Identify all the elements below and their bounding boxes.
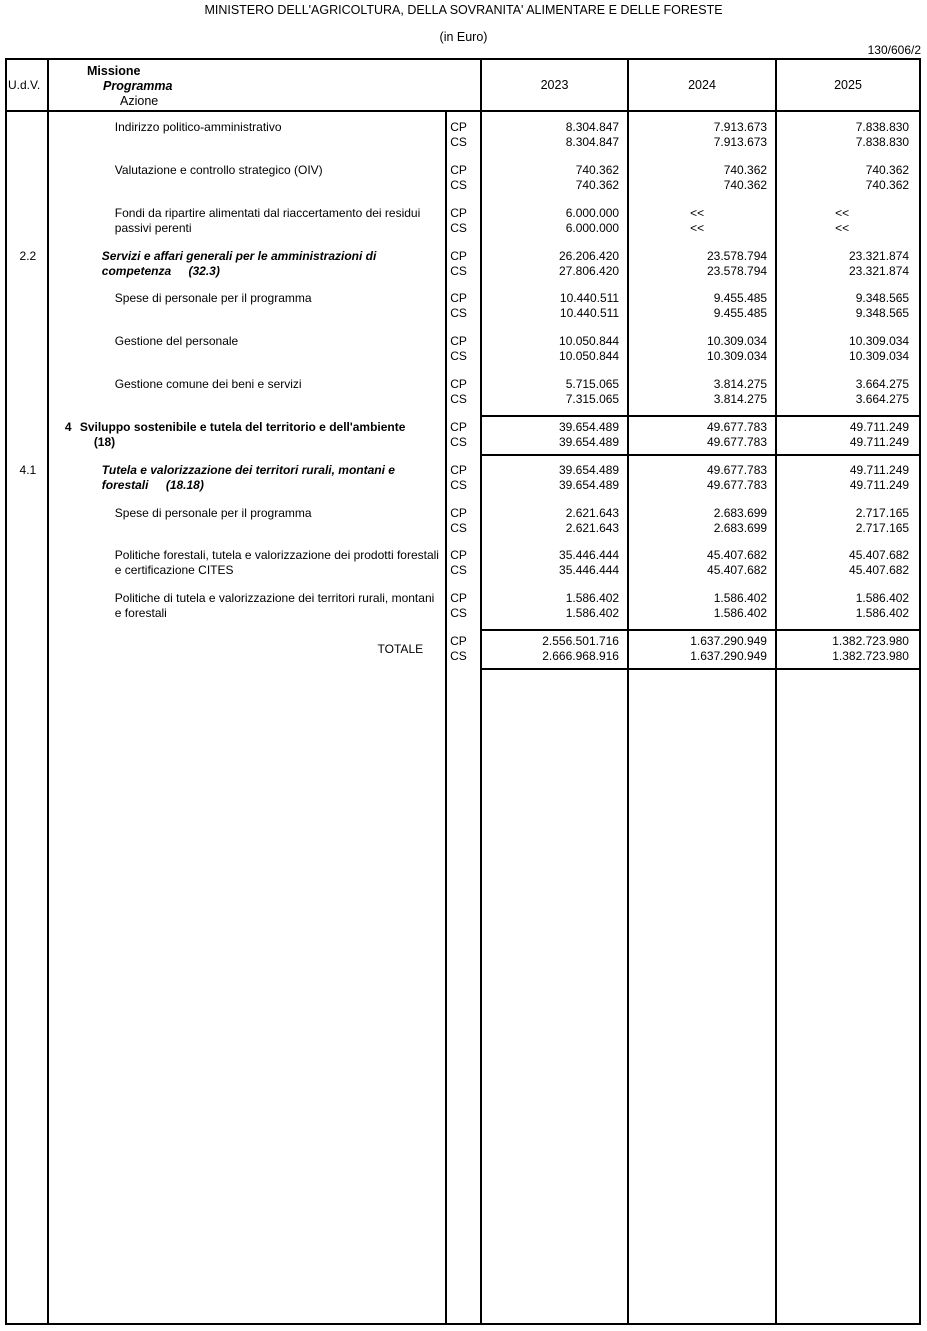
cs-value: 35.446.444 — [559, 563, 620, 578]
cs-value: 49.711.249 — [849, 477, 910, 492]
values-group — [480, 206, 919, 236]
value-cell-2025 — [775, 120, 917, 150]
values-group — [480, 506, 919, 536]
value-cell-2023 — [480, 120, 627, 150]
row-label: Valutazione e controllo strategico (OIV) — [114, 162, 323, 177]
cp-value: 45.407.682 — [849, 548, 910, 563]
value-cell-2024 — [627, 591, 775, 621]
cp-value: 1.586.402 — [855, 591, 910, 606]
cs-value: 9.348.565 — [855, 306, 910, 321]
values-group — [480, 377, 919, 407]
header-year-2024: 2024 — [629, 60, 777, 110]
cp-value: 2.683.699 — [713, 505, 768, 520]
reference-number: 130/606/2 — [867, 43, 921, 57]
description-cell — [49, 206, 443, 236]
description-cell — [49, 120, 443, 135]
cp-value: 740.362 — [575, 162, 620, 177]
missione-number: 4 — [64, 419, 72, 434]
value-cell-2025 — [775, 634, 917, 664]
values-group — [480, 415, 919, 456]
cp-value: << — [835, 205, 850, 220]
values-group — [480, 120, 919, 150]
cp-value: 49.711.249 — [849, 462, 910, 477]
row-label: Politiche forestali, tutela e valorizzazione dei prodotti forestali e certificazione CITES — [114, 548, 439, 578]
cs-value: 45.407.682 — [707, 563, 768, 578]
header-udv: U.d.V. — [7, 60, 49, 110]
header-description — [49, 60, 482, 110]
value-cell-2025 — [775, 291, 917, 321]
cs-label: CS — [450, 649, 467, 664]
cp-label: CP — [450, 419, 467, 434]
value-cell-2023 — [480, 377, 627, 407]
cpcs-cell — [443, 634, 480, 664]
header-azione: Azione — [120, 94, 159, 108]
cp-label: CP — [450, 505, 467, 520]
row-label: Fondi da ripartire alimentati dal riaccertamento dei residui passivi perenti — [114, 205, 421, 235]
row-label: Servizi e affari generali per le amministrazioni di competenza — [101, 248, 377, 278]
cp-label: CP — [450, 291, 467, 306]
cp-value: 740.362 — [723, 162, 768, 177]
value-cell-2025 — [775, 334, 917, 364]
cs-value: 3.664.275 — [855, 392, 910, 407]
value-cell-2023 — [480, 291, 627, 321]
cp-label: CP — [450, 205, 467, 220]
values-group — [480, 548, 919, 578]
values-group — [480, 334, 919, 364]
document-title: MINISTERO DELL'AGRICOLTURA, DELLA SOVRANITA' ALIMENTARE E DELLE FORESTE — [204, 3, 723, 17]
value-cell-2023 — [480, 249, 627, 279]
cp-value: 23.321.874 — [848, 248, 910, 263]
row-label: Indirizzo politico-amministrativo — [114, 120, 282, 134]
cpcs-cell — [443, 463, 480, 493]
value-cell-2024 — [627, 377, 775, 407]
cs-value: 1.382.723.980 — [832, 649, 909, 664]
value-cell-2023 — [480, 334, 627, 364]
description-cell — [49, 334, 443, 349]
value-cell-2024 — [627, 548, 775, 578]
value-cell-2023 — [480, 548, 627, 578]
values-group — [480, 163, 919, 193]
value-cell-2024 — [627, 120, 775, 150]
cp-value: 740.362 — [865, 162, 910, 177]
description-cell — [49, 420, 443, 450]
cp-label: CP — [450, 462, 467, 477]
cp-value: 35.446.444 — [559, 548, 620, 563]
cs-value: 10.440.511 — [559, 306, 620, 321]
table-row — [7, 206, 919, 249]
cs-value: 10.309.034 — [707, 349, 768, 364]
cpcs-cell — [443, 334, 480, 364]
table-header-row — [7, 60, 919, 112]
cp-value: 2.556.501.716 — [542, 634, 619, 649]
cpcs-cell — [443, 163, 480, 193]
row-label: Gestione comune dei beni e servizi — [114, 377, 302, 392]
cs-label: CS — [450, 434, 467, 449]
cs-value: 740.362 — [723, 177, 768, 192]
row-label: Sviluppo sostenibile e tutela del territorio e dell'ambiente — [79, 419, 406, 434]
description-cell — [49, 591, 443, 621]
cp-value: 1.586.402 — [713, 591, 768, 606]
value-cell-2025 — [775, 163, 917, 193]
value-cell-2024 — [627, 463, 775, 493]
udv-cell: 2.2 — [19, 248, 37, 263]
cp-value: 2.717.165 — [855, 505, 910, 520]
table-row — [7, 506, 919, 549]
cs-label: CS — [450, 606, 467, 621]
cp-value: 9.348.565 — [855, 291, 910, 306]
header-missione: Missione — [87, 64, 141, 78]
cs-value: 45.407.682 — [849, 563, 910, 578]
value-cell-2024 — [627, 420, 775, 450]
cpcs-cell — [443, 591, 480, 621]
cp-label: CP — [450, 634, 467, 649]
table-row — [7, 120, 919, 163]
row-label: Spese di personale per il programma — [114, 291, 312, 306]
cp-value: 7.838.830 — [855, 120, 910, 134]
row-code: (32.3) — [188, 263, 220, 278]
description-cell — [49, 163, 443, 178]
cpcs-cell — [443, 206, 480, 236]
udv-cell: 4.1 — [19, 462, 37, 477]
cp-label: CP — [450, 248, 467, 263]
values-group — [480, 629, 919, 670]
cp-value: 10.050.844 — [559, 334, 620, 349]
value-cell-2025 — [775, 249, 917, 279]
cp-label: CP — [450, 162, 467, 177]
table-row — [7, 420, 919, 463]
header-year-2023: 2023 — [482, 60, 629, 110]
cpcs-cell — [443, 377, 480, 407]
value-cell-2023 — [480, 163, 627, 193]
value-cell-2025 — [775, 506, 917, 536]
description-cell — [49, 463, 443, 493]
cp-value: 23.578.794 — [706, 248, 768, 263]
cs-value: 3.814.275 — [713, 392, 768, 407]
value-cell-2025 — [775, 377, 917, 407]
cs-value: 39.654.489 — [558, 434, 620, 449]
value-cell-2025 — [775, 463, 917, 493]
cs-value: 2.717.165 — [855, 520, 910, 535]
value-cell-2023 — [480, 463, 627, 493]
cs-label: CS — [450, 349, 467, 364]
value-cell-2023 — [480, 206, 627, 236]
table-row — [7, 291, 919, 334]
value-cell-2024 — [627, 163, 775, 193]
value-cell-2025 — [775, 206, 917, 236]
table-rows — [7, 112, 919, 677]
cpcs-cell — [443, 548, 480, 578]
table-body — [7, 112, 919, 1323]
value-cell-2025 — [775, 591, 917, 621]
cs-label: CS — [450, 220, 467, 235]
table-row — [7, 463, 919, 506]
cpcs-cell — [443, 420, 480, 450]
values-group — [480, 291, 919, 321]
cs-value: 7.315.065 — [565, 392, 620, 407]
value-cell-2023 — [480, 420, 627, 450]
cpcs-cell — [443, 291, 480, 321]
cp-value: 10.309.034 — [849, 334, 910, 349]
cs-value: 10.050.844 — [559, 349, 620, 364]
cs-label: CS — [450, 263, 467, 278]
cs-value: 8.304.847 — [565, 135, 620, 149]
values-group — [480, 591, 919, 621]
cs-value: 39.654.489 — [558, 477, 620, 492]
description-cell — [49, 548, 443, 578]
row-label: Tutela e valorizzazione dei territori rurali, montani e forestali — [101, 462, 395, 492]
cp-value: 1.637.290.949 — [690, 634, 767, 649]
cs-label: CS — [450, 306, 467, 321]
table-row — [7, 249, 919, 292]
value-cell-2024 — [627, 249, 775, 279]
cs-label: CS — [450, 135, 467, 149]
row-code: (18.18) — [165, 477, 204, 492]
cp-value: 3.814.275 — [713, 377, 768, 392]
table-row — [7, 634, 919, 677]
value-cell-2024 — [627, 506, 775, 536]
cp-value: 2.621.643 — [565, 505, 620, 520]
cs-value: 23.578.794 — [706, 263, 768, 278]
table-row — [7, 334, 919, 377]
table-row — [7, 163, 919, 206]
currency-note: (in Euro) — [439, 30, 488, 44]
description-cell — [49, 249, 443, 279]
cp-value: 5.715.065 — [565, 377, 620, 392]
table-row — [7, 591, 919, 634]
cs-value: 2.683.699 — [713, 520, 768, 535]
cs-label: CS — [450, 477, 467, 492]
cs-label: CS — [450, 520, 467, 535]
cp-value: 9.455.485 — [713, 291, 768, 306]
cs-value: 49.677.783 — [706, 434, 768, 449]
cs-value: << — [835, 220, 850, 235]
description-cell — [49, 506, 443, 521]
value-cell-2024 — [627, 206, 775, 236]
value-cell-2024 — [627, 634, 775, 664]
description-cell — [49, 291, 443, 306]
cp-value: 6.000.000 — [565, 205, 620, 220]
cs-value: 27.806.420 — [558, 263, 620, 278]
cp-value: 49.677.783 — [706, 419, 768, 434]
cp-label: CP — [450, 334, 467, 349]
header-year-2025: 2025 — [834, 78, 862, 92]
table-row — [7, 377, 919, 420]
cs-value: 9.455.485 — [713, 306, 768, 321]
cs-value: 49.711.249 — [849, 434, 910, 449]
cs-value: << — [690, 220, 705, 235]
cp-label: CP — [450, 591, 467, 606]
cp-value: 3.664.275 — [855, 377, 910, 392]
row-label: TOTALE — [377, 642, 424, 657]
cp-value: 1.382.723.980 — [832, 634, 909, 649]
value-cell-2023 — [480, 506, 627, 536]
budget-table — [5, 58, 921, 1325]
cs-value: 1.586.402 — [855, 606, 910, 621]
value-cell-2025 — [775, 548, 917, 578]
cp-label: CP — [450, 548, 467, 563]
cp-value: 49.711.249 — [849, 419, 910, 434]
cs-label: CS — [450, 177, 467, 192]
cp-label: CP — [450, 120, 467, 134]
value-cell-2023 — [480, 591, 627, 621]
cs-value: 49.677.783 — [706, 477, 768, 492]
cp-value: 7.913.673 — [713, 120, 768, 134]
cs-label: CS — [450, 563, 467, 578]
cs-value: 1.637.290.949 — [690, 649, 767, 664]
value-cell-2025 — [775, 420, 917, 450]
row-label: Politiche di tutela e valorizzazione dei territori rurali, montani e forestali — [114, 591, 435, 621]
cs-value: 6.000.000 — [565, 220, 620, 235]
cs-value: 740.362 — [575, 177, 620, 192]
header-programma: Programma — [103, 79, 173, 93]
value-cell-2023 — [480, 634, 627, 664]
cpcs-cell — [443, 120, 480, 150]
table-row — [7, 548, 919, 591]
cs-value: 2.621.643 — [565, 520, 620, 535]
cpcs-cell — [443, 249, 480, 279]
cp-value: 1.586.402 — [565, 591, 620, 606]
cp-value: 45.407.682 — [707, 548, 768, 563]
values-group — [480, 463, 919, 493]
cp-value: 10.440.511 — [559, 291, 620, 306]
value-cell-2024 — [627, 291, 775, 321]
cs-value: 7.838.830 — [855, 135, 910, 149]
description-cell — [49, 634, 443, 664]
row-label: Gestione del personale — [114, 334, 239, 349]
cp-value: 39.654.489 — [558, 462, 620, 477]
cp-value: 26.206.420 — [558, 248, 620, 263]
description-cell — [49, 377, 443, 392]
cp-label: CP — [450, 377, 467, 392]
cp-value: 8.304.847 — [565, 120, 620, 134]
cs-label: CS — [450, 392, 467, 407]
cp-value: 39.654.489 — [558, 419, 620, 434]
cs-value: 23.321.874 — [848, 263, 910, 278]
cs-value: 740.362 — [865, 177, 910, 192]
value-cell-2024 — [627, 334, 775, 364]
cp-value: 10.309.034 — [707, 334, 768, 349]
cs-value: 7.913.673 — [713, 135, 768, 149]
row-code: (18) — [93, 434, 116, 449]
cp-value: 49.677.783 — [706, 462, 768, 477]
row-label: Spese di personale per il programma — [114, 505, 312, 520]
cs-value: 1.586.402 — [565, 606, 620, 621]
cp-value: << — [690, 205, 705, 220]
cs-value: 10.309.034 — [849, 349, 910, 364]
cs-value: 2.666.968.916 — [542, 649, 619, 664]
values-group — [480, 249, 919, 279]
cs-value: 1.586.402 — [713, 606, 768, 621]
cpcs-cell — [443, 506, 480, 536]
